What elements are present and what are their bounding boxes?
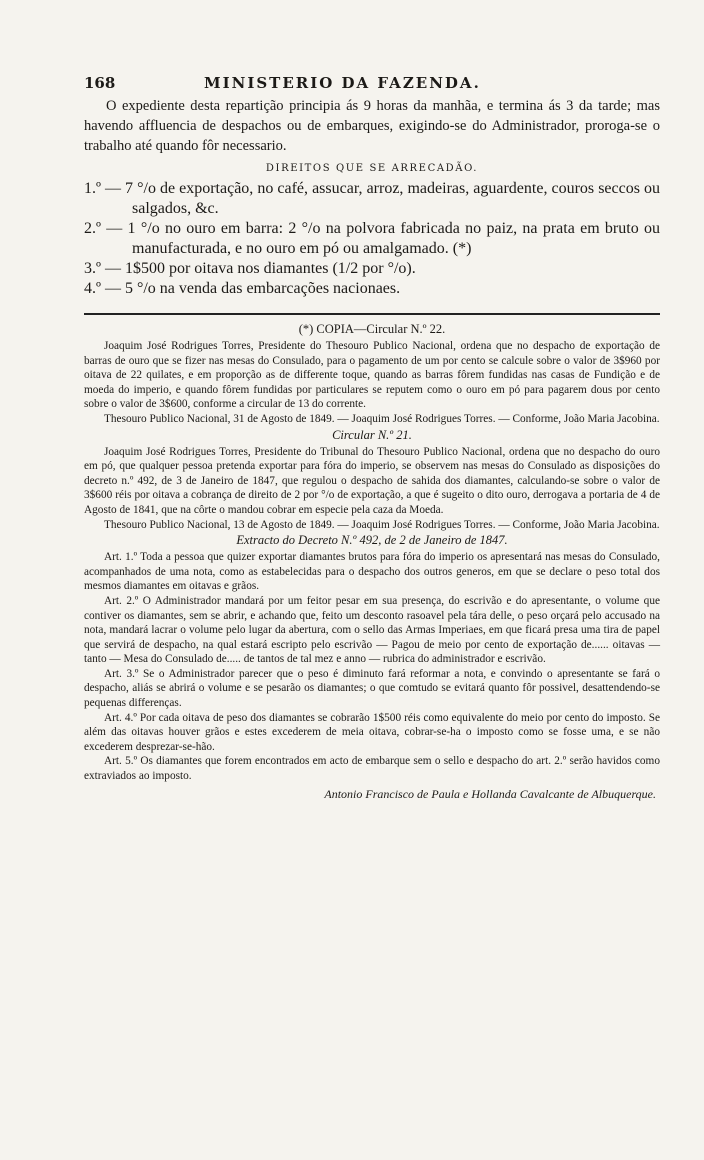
extracto-title: Extracto do Decreto N.º 492, de 2 de Janeiro de 1847. [236, 533, 508, 548]
right-item-4: 4.º — 5 °/o na venda das embarcações nacionaes. [84, 280, 401, 297]
right-item-1: 1.º — 7 °/o de exportação, no café, assucar, arroz, madeiras, aguardente, couros seccos ou salgados, &c. [84, 180, 660, 217]
intro-paragraph: O expediente desta repartição principia ás 9 horas da manhãa, e termina ás 3 da tarde; mas havendo affluencia de despachos ou de embarques, exigindo-se do Administrador, proroga-se o trabalho até quando fôr necessario. [84, 98, 660, 154]
article-2: Art. 2.º O Administrador mandará por um feitor pesar em sua presença, do escrivão e do apresentante, o volume que contiver os diamantes, sem se abrir, e achando que, feito um desconto rasoavel pela tára delle, o peso orçará pelo accusado na nota, mandará lacrar o volume pelo lugar da abertura, com o sello das Armas Imperiaes, em que ficará presa uma tira de papel que servirá de despacho, na qual estará escripto pelo escrivão — Pagou de meio por cento de exportação de...... oitavas — tanto — Mesa do Consulado de..... de tantos de tal mez e anno — rubrica do administrador e escrivão. [84, 594, 660, 666]
page-number: 168 [84, 74, 116, 92]
copia-title: (*) COPIA—Circular N.º 22. [298, 322, 446, 336]
circular21-title: Circular N.º 21. [332, 427, 412, 442]
divider-rule [84, 313, 660, 315]
right-item-2: 2.º — 1 °/o no ouro em barra: 2 °/o na polvora fabricada no paiz, na prata em bruto ou manufacturada, e no ouro em pó ou amalgamado. (*) [84, 220, 660, 257]
decree-signature: Antonio Francisco de Paula e Hollanda Cavalcante de Albuquerque. [324, 786, 656, 801]
circular21-signature: Thesouro Publico Nacional, 13 de Agosto de 1849. — Joaquim José Rodrigues Torres. — Conforme, João Maria Jacobina. [104, 518, 660, 531]
article-4: Art. 4.º Por cada oitava de peso dos diamantes se cobrarão 1$500 réis como equivalente do meio por cento do imposto. Se além das oitavas houver grãos e estes excederem de meia oitava, cobrar-se-ha o imposto como se fosse uma, e se não excederem desprezar-se-hão. [84, 711, 660, 753]
article-1: Art. 1.º Toda a pessoa que quizer exportar diamantes brutos para fóra do imperio os apresentará nas mesas do Consulado, acompanhados de uma nota, como as estabelecidas para o despacho dos outros generos, em que se declare o peso total dos mesmos diamantes em oitavas e grãos. [84, 551, 660, 593]
article-3: Art. 3.º Se o Administrador parecer que o peso é diminuto fará reformar a nota, e convindo o apresentante se fará o despacho, aliás se abrirá o volume e se pesarão os diamantes; o que comtudo se evitará quanto fôr possivel, desattendendo-se pequenas differenças. [84, 667, 660, 710]
page-header [84, 74, 660, 92]
copia-signature: Thesouro Publico Nacional, 31 de Agosto de 1849. — Joaquim José Rodrigues Torres. — Conforme, João Maria Jacobina. [104, 412, 660, 425]
running-title: MINISTERIO DA FAZENDA. [204, 74, 481, 92]
right-item-3: 3.º — 1$500 por oitava nos diamantes (1/2 por °/o). [84, 260, 416, 277]
copia-text: Joaquim José Rodrigues Torres, Presidente do Thesouro Publico Nacional, ordena que no despacho de exportação de barras de ouro que se fizer nas mesas do Consulado, para o pagamento de um por cento se calcule sobre o valor de 3$960 por oitava de 22 quilates, e em proporção as de differente toque, quando as barras fôrem fundidas nas casas de Fundição e de moeda do imperio, e quando fôrem fundidas por particulares se reputem como o ouro em pó para pagarem dous por cento sobre o valor de 3$600, conforme a circular de 13 do corrente. [84, 340, 660, 411]
circular21-text: Joaquim José Rodrigues Torres, Presidente do Tribunal do Thesouro Publico Nacional, ordena que no despacho do ouro em pó, que qualquer pessoa pretenda exportar para fóra do imperio, se observem nas mesas do Consulado as disposições do decreto n.º 492, de 3 de Janeiro de 1847, que regulou o despacho de sahida dos diamantes, calculando-se sobre o valor de 3$600 réis por oitava a cobrança de direito de 2 por °/o de exportação, a que é sugeito o dito ouro, derrogava a portaria de 4 de Agosto de 1841, que na côrte o mandou cobrar em especie pela caza da Moeda. [84, 445, 660, 516]
section-title: DIREITOS QUE SE ARRECADÃO. [265, 163, 479, 174]
article-5: Art. 5.º Os diamantes que forem encontrados em acto de embarque sem o sello e despacho do art. 2.º serão havidos como extraviados ao imposto. [84, 755, 660, 783]
